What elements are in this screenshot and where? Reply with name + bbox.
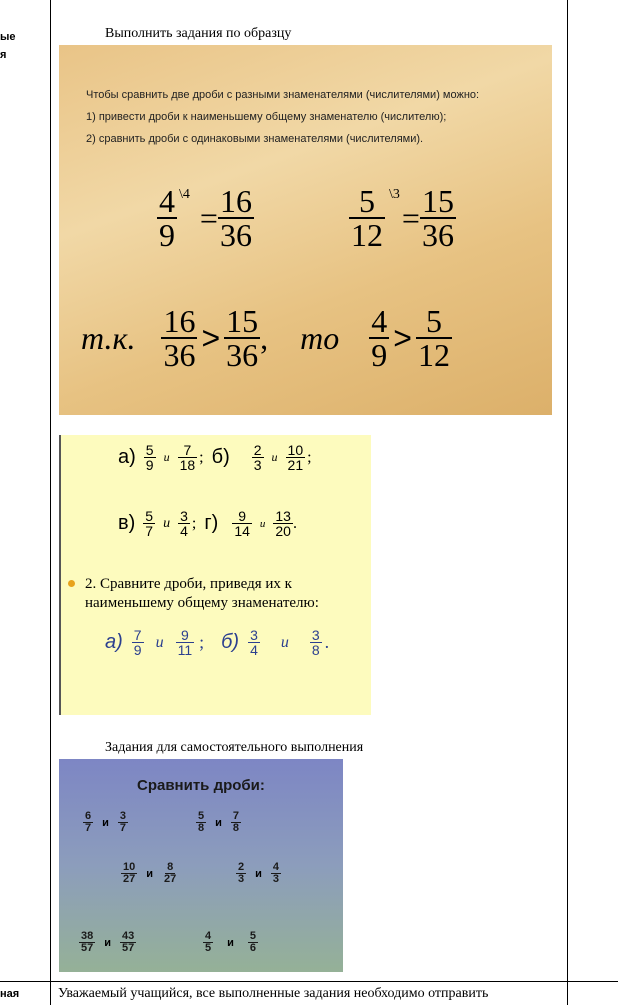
rule-step-2: 2) сравнить дроби с одинаковыми знаменателями (числителями). (86, 133, 424, 145)
item-label-b: б) (211, 446, 230, 468)
item-label-g: г) (204, 512, 219, 534)
fraction: $\frac{2}{3}$ (253, 442, 262, 473)
numerator: 4 (205, 930, 212, 942)
period: . (324, 632, 330, 652)
comma: , (260, 319, 269, 356)
and-word: и (215, 816, 222, 829)
multiplier-label: \3 (389, 187, 400, 202)
denominator: 5 (205, 942, 212, 954)
fraction: $\frac{3}{8}$ (311, 627, 320, 658)
exercise-2-text: 2. Сравните дроби, приведя их к наименьшему общему знаменателю: (85, 576, 319, 611)
exercise-row-ab (118, 443, 312, 472)
and-word: и (155, 633, 164, 651)
denominator: 57 (122, 942, 135, 954)
period: . (292, 514, 297, 532)
fraction: $\frac{13}{20}$ (275, 508, 291, 539)
fraction-pair (83, 811, 128, 834)
bullet-icon (68, 580, 75, 587)
exercise-2-row (105, 628, 329, 657)
compare-slide (59, 759, 343, 972)
fraction-pair (121, 862, 178, 885)
and-word: и (163, 515, 171, 531)
numerator: 8 (167, 861, 174, 873)
since-label: т.к. (81, 319, 136, 356)
fraction: $\frac{4}{9}$ (371, 303, 388, 373)
semicolon: ; (191, 514, 197, 532)
fraction-pair (203, 931, 258, 954)
and-word: и (102, 816, 109, 829)
fraction: $\frac{7}{9}$ (133, 627, 142, 658)
exercise-row-vg (118, 509, 297, 538)
denominator: 7 (119, 822, 127, 834)
exercise-slide (59, 435, 371, 715)
denominator: 8 (198, 822, 205, 834)
fraction: $\frac{15}{36}$ (421, 183, 454, 253)
fraction: $\frac{4}{9}$ (159, 183, 175, 253)
fraction: $\frac{9}{14}$ (234, 508, 250, 539)
equation-row-1b (349, 185, 456, 251)
and-word: и (163, 450, 170, 464)
and-word: и (227, 936, 234, 949)
self-work-heading: Задания для самостоятельного выполнения (105, 740, 364, 755)
numerator: 7 (232, 810, 240, 822)
denominator: 27 (123, 873, 136, 885)
table-right-border (567, 0, 568, 1005)
fraction-pair (236, 862, 281, 885)
numerator: 2 (238, 861, 245, 873)
side-label-top: ые я (0, 31, 16, 61)
fraction-pair (79, 931, 136, 954)
numerator: 5 (249, 930, 257, 942)
page-heading: Выполнить задания по образцу (105, 26, 292, 41)
denominator: 6 (249, 942, 257, 954)
numerator: 4 (272, 861, 280, 873)
denominator: 57 (81, 942, 94, 954)
table-left-border (50, 0, 51, 1005)
fraction: $\frac{16}{36}$ (219, 183, 252, 253)
table-row-divider (0, 981, 618, 982)
and-word: и (104, 936, 112, 949)
and-word: и (280, 633, 289, 651)
fraction: $\frac{7}{18}$ (179, 442, 196, 473)
item-label-a: а) (118, 446, 136, 468)
denominator: 7 (85, 822, 92, 834)
equals-sign: = (199, 199, 218, 236)
fraction: $\frac{16}{36}$ (163, 303, 196, 373)
then-label: то (300, 319, 340, 356)
fraction: $\frac{5}{7}$ (145, 508, 154, 539)
fraction: $\frac{5}{12}$ (351, 183, 383, 253)
numerator: 5 (198, 810, 205, 822)
and-word: и (271, 450, 278, 464)
side-label-bottom: ная (0, 988, 20, 1000)
rule-step-1: 1) привести дроби к наименьшему общему знаменателю (числителю); (86, 111, 447, 123)
example-slide (59, 45, 552, 415)
fraction: $\frac{5}{12}$ (417, 303, 450, 373)
numerator: 10 (123, 861, 136, 873)
equation-row-1 (157, 185, 254, 251)
semicolon: ; (199, 632, 205, 652)
item-label-v: в) (118, 512, 136, 534)
equation-row-2 (81, 305, 452, 371)
fraction: $\frac{3}{4}$ (180, 508, 188, 539)
fraction: $\frac{15}{36}$ (226, 303, 259, 373)
greater-sign: > (393, 319, 412, 356)
and-word: и (259, 517, 266, 530)
compare-title: Сравнить дроби: (137, 777, 265, 794)
greater-sign: > (201, 319, 221, 356)
item-label-a: а) (105, 631, 123, 653)
numerator: 6 (85, 810, 92, 822)
denominator: 3 (272, 873, 280, 885)
numerator: 3 (119, 810, 127, 822)
fraction: $\frac{9}{11}$ (177, 627, 193, 658)
footer-instruction: Уважаемый учащийся, все выполненные задания необходимо отправить (58, 986, 489, 1001)
denominator: 3 (238, 873, 245, 885)
numerator: 38 (81, 930, 94, 942)
and-word: и (146, 867, 154, 880)
fraction: $\frac{5}{9}$ (145, 442, 154, 473)
and-word: и (255, 867, 262, 880)
rule-intro: Чтобы сравнить две дроби с разными знаменателями (числителями) можно: (86, 89, 480, 101)
item-label-b: б) (221, 631, 240, 653)
equals-sign: = (401, 199, 420, 236)
fraction: $\frac{3}{4}$ (250, 627, 258, 658)
denominator: 8 (232, 822, 240, 834)
multiplier-label: \4 (179, 187, 190, 202)
semicolon: ; (199, 448, 204, 466)
fraction-pair (196, 811, 241, 834)
semicolon: ; (307, 448, 312, 466)
numerator: 43 (122, 930, 135, 942)
fraction: $\frac{10}{21}$ (287, 442, 304, 473)
denominator: 27 (164, 873, 177, 885)
